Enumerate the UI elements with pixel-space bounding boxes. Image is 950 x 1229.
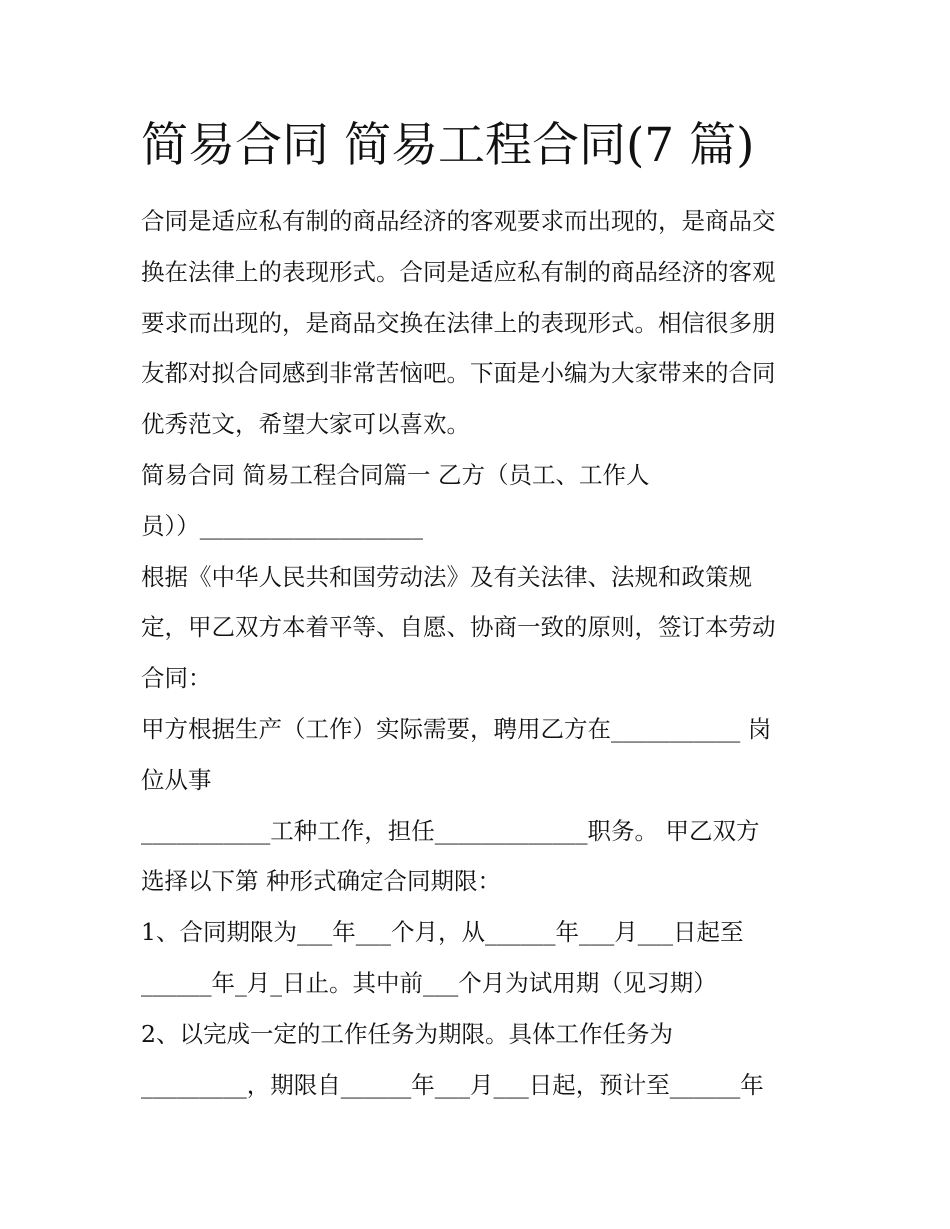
paragraph-line: 友都对拟合同感到非常苦恼吧。下面是小编为大家带来的合同 bbox=[141, 359, 776, 388]
paragraph-line: 换在法律上的表现形式。合同是适应私有制的商品经济的客观 bbox=[141, 257, 776, 286]
paragraph-line: 合同： bbox=[141, 664, 212, 693]
document-body bbox=[141, 196, 821, 1110]
paragraph-line: 合同是适应私有制的商品经济的客观要求而出现的，是商品交 bbox=[141, 207, 776, 235]
party-b-blank-line: 员））___________________ bbox=[141, 511, 423, 540]
paragraph-line: 选择以下第 种形式确定合同期限： bbox=[141, 867, 501, 896]
paragraph-line: 要求而出现的，是商品交换在法律上的表现形式。相信很多朋 bbox=[141, 308, 776, 337]
paragraph-line: 优秀范文，希望大家可以喜欢。 bbox=[141, 410, 470, 439]
paragraph-line: ___________工种工作，担任_____________职务。 甲乙双方 bbox=[141, 816, 760, 845]
clause-line: _________，期限自______年___月___日起，预计至______年 bbox=[141, 1070, 764, 1099]
document-page bbox=[141, 112, 821, 1110]
clause-line: 1、合同期限为___年___个月，从______年___月___日起至 bbox=[141, 918, 744, 947]
clause-line: ______年_月_日止。其中前___个月为试用期（见习期） bbox=[141, 968, 717, 997]
clause-line: 2、以完成一定的工作任务为期限。具体工作任务为 bbox=[141, 1019, 673, 1048]
paragraph-line: 位从事 bbox=[141, 765, 212, 794]
paragraph-line: 根据《中华人民共和国劳动法》及有关法律、法规和政策规 bbox=[141, 562, 752, 591]
section-heading-line: 简易合同 简易工程合同篇一 乙方（员工、工作人 bbox=[141, 460, 650, 489]
paragraph-line: 定，甲乙双方本着平等、自愿、协商一致的原则，签订本劳动 bbox=[141, 613, 776, 642]
document-title: 简易合同 简易工程合同(7 篇) bbox=[141, 118, 755, 173]
paragraph-line: 甲方根据生产（工作）实际需要，聘用乙方在___________ 岗 bbox=[141, 714, 772, 743]
